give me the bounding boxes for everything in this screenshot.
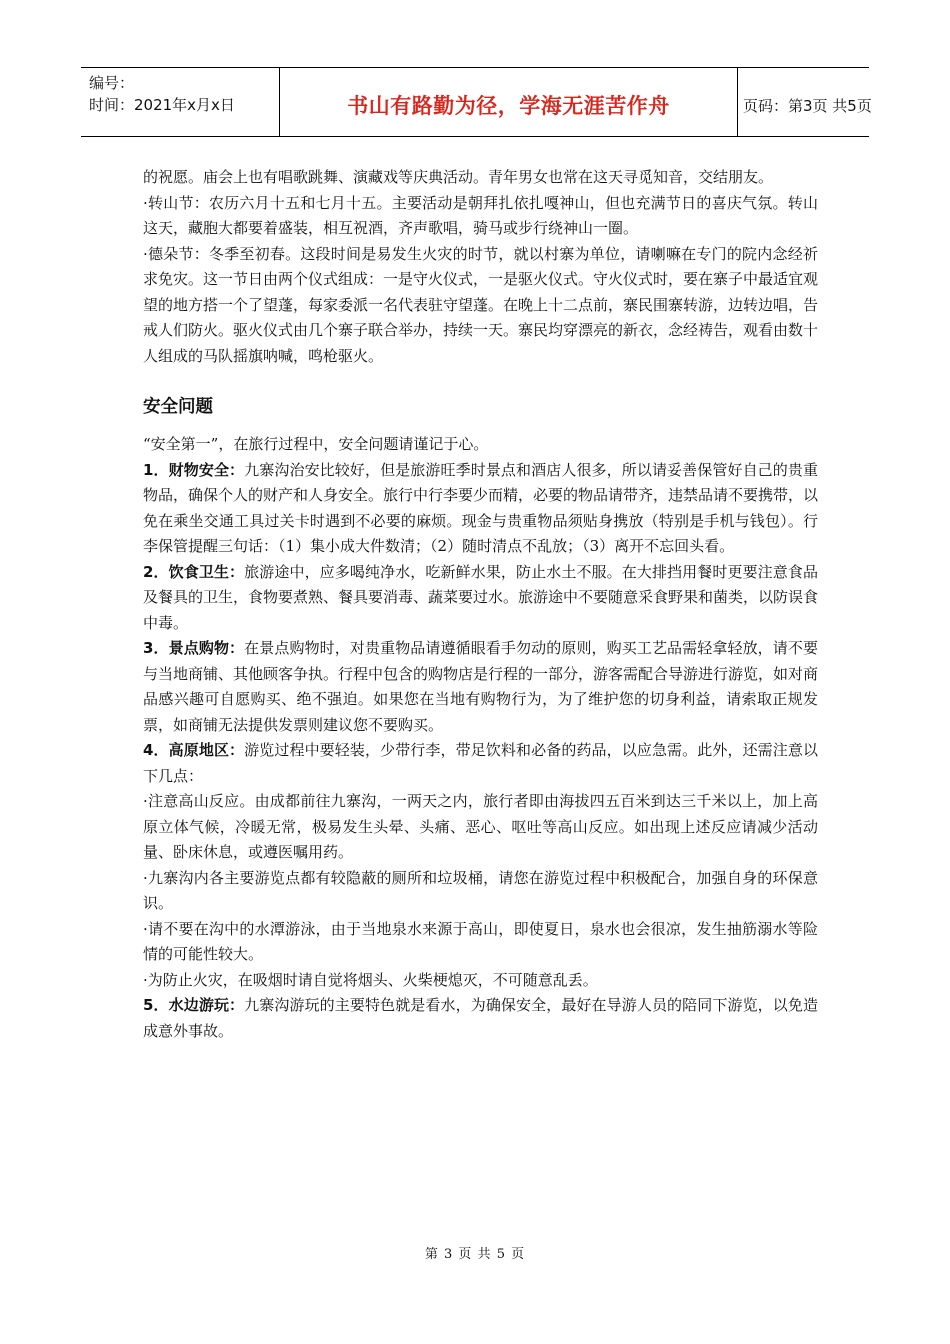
- document-time-label: 时间：2021年x月x日: [89, 96, 235, 114]
- page-header: [81, 67, 872, 137]
- header-motto: 书山有路勤为径，学海无涯苦作舟: [347, 94, 670, 118]
- safety-item-label: 1．财物安全：: [143, 460, 245, 479]
- paragraph-festival-intro: 的祝愿。庙会上也有唱歌跳舞、演藏戏等庆典活动。青年男女也常在这天寻觅知音，交结朋友。: [143, 168, 774, 186]
- safety-lead: “安全第一”，在旅行过程中，安全问题请谨记于心。: [143, 435, 489, 453]
- safety-item-text: 游览过程中要轻装，少带行李，带足饮料和必备的药品，以应急需。此外，还需注意以下几点：: [143, 741, 818, 785]
- safety-item-food: [143, 560, 818, 637]
- safety-item-text: 旅游途中，应多喝纯净水，吃新鲜水果，防止水土不服。在大排挡用餐时更要注意食品及餐具的卫生，食物要煮熟、餐具要消毒、蔬菜要过水。旅游途中不要随意采食野果和菌类，以防误食中毒。: [143, 562, 819, 632]
- plateau-bullet-altitude: ·注意高山反应。由成都前往九寨沟，一两天之内，旅行者即由海拔四五百米到达三千米以上，加上高原立体气候，冷暖无常，极易发生头晕、头痛、恶心、呕吐等高山反应。如出现上述反应请减少活动量、卧床休息，或遵医嘱用药。: [143, 792, 818, 861]
- section-heading-safety: 安全问题: [143, 397, 213, 417]
- safety-item-plateau: [143, 738, 818, 789]
- header-page-cell: [737, 68, 872, 136]
- page-footer: 第 3 页 共 5 页: [424, 1247, 526, 1262]
- safety-item-label: 3．景点购物：: [143, 639, 245, 657]
- paragraph-zhuanshan-festival: ·转山节：农历六月十五和七月十五。主要活动是朝拜扎依扎嘎神山，但也充满节日的喜庆气氛。转山这天，藏胞大都要着盛装，相互祝酒，齐声歌唱，骑马或步行绕神山一圈。: [143, 193, 818, 237]
- paragraph-deduo-festival: ·德朵节：冬季至初春。这段时间是易发生火灾的时节，就以村寨为单位，请喇嘛在专门的院内念经祈求免灾。这一节日由两个仪式组成：一是守火仪式，一是驱火仪式。守火仪式时，要在寨子中最适宜观望的地方搭一个了望蓬，每家委派一名代表驻守望蓬。在晚上十二点前，寨民围寨转游，边转边唱，告戒人们防火。驱火仪式由几个寨子联合举办，持续一天。寨民均穿漂亮的新衣，念经祷告，观看由数十人组成的马队摇旗呐喊，鸣枪驱火。: [143, 244, 819, 365]
- plateau-bullet-swimming: ·请不要在沟中的水潭游泳，由于当地泉水来源于高山，即使夏日，泉水也会很凉，发生抽筋溺水等险情的可能性较大。: [143, 919, 818, 963]
- header-motto-cell: [279, 68, 738, 136]
- safety-item-label: 4．高原地区：: [143, 741, 245, 759]
- plateau-bullet-environment: ·九寨沟内各主要游览点都有较隐蔽的厕所和垃圾桶，请您在游览过程中积极配合，加强自身的环保意识。: [143, 868, 818, 912]
- safety-item-text: 九寨沟治安比较好，但是旅游旺季时景点和酒店人很多，所以请妥善保管好自己的贵重物品，确保个人的财产和人身安全。旅行中行李要少而精，必要的物品请带齐，违禁品请不要携带，以免在乘坐交通工具过关卡时遇到不必要的麻烦。现金与贵重物品须贴身携放（特别是手机与钱包）。行李保管提醒三句话：（1）集小成大件数清；（2）随时清点不乱放；（3）离开不忘回头看。: [143, 460, 819, 555]
- header-page-info: 页码：第3页 共5页: [743, 97, 872, 115]
- safety-item-property: [143, 458, 818, 560]
- safety-item-waterside: [143, 993, 818, 1044]
- plateau-bullet-fire: ·为防止火灾，在吸烟时请自觉将烟头、火柴梗熄灭，不可随意乱丢。: [143, 970, 598, 989]
- header-meta-cell: [81, 68, 279, 136]
- safety-item-label: 2．饮食卫生：: [143, 562, 245, 581]
- safety-item-text: 在景点购物时，对贵重物品请遵循眼看手勿动的原则，购买工艺品需轻拿轻放，请不要与当地商铺、其他顾客争执。行程中包含的购物店是行程的一部分，游客需配合导游进行游览，如对商品感兴趣可自愿购买、绝不强迫。如果您在当地有购物行为，为了维护您的切身利益，请索取正规发票，如商铺无法提供发票则建议您不要购买。: [143, 639, 819, 734]
- safety-item-shopping: [143, 636, 818, 738]
- document-body: [143, 165, 818, 1044]
- safety-item-text: 九寨沟游玩的主要特色就是看水，为确保安全，最好在导游人员的陪同下游览，以免造成意外事故。: [143, 996, 818, 1040]
- safety-item-label: 5．水边游玩：: [143, 996, 245, 1014]
- document-number-label: 编号：: [89, 74, 135, 92]
